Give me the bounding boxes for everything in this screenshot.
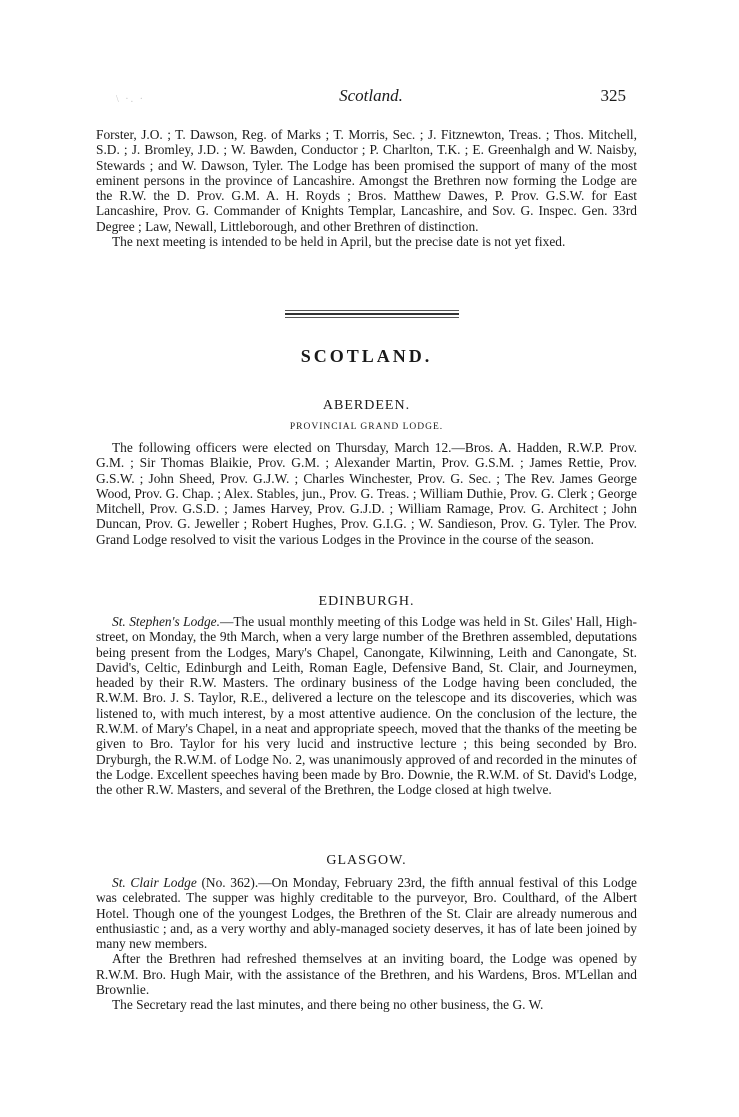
section-divider [285,310,459,318]
glasgow-lodge-name: St. Clair Lodge [112,875,197,890]
aberdeen-subheading: PROVINCIAL GRAND LODGE. [289,422,444,432]
edinburgh-block [96,614,637,798]
edinburgh-paragraph-text: —The usual monthly meeting of this Lodge was held in St. Giles' Hall, High-street, on Monday, the 9th March, when a very large number of the Brethren assembled, deputations being present from the Lodges, Mary's Chapel, Canongate, Kilwinning, Leith and Canongate, St. David's, Celtic, Edinburgh and Leith, Roman Eagle, Defensive Band, St. Clair, and Journeymen, headed by their R.W. Masters. The ordinary business of the Lodge having been concluded, the R.W.M. Bro. J. S. Taylor, R.E., delivered a lecture on the telescope and its discoveries, which was listened to, with much interest, by a most attentive audience. On the conclusion of the lecture, the R.W.M. of Mary's Chapel, in a neat and appropriate speech, moved that the thanks of the meeting be given to Bro. Taylor for his very lucid and instructive lecture ; this being seconded by Bro. Dryburgh, the R.W.M. of Lodge No. 2, was unanimously approved of and recorded in the minutes of the Lodge. Excellent speeches having been made by Bro. Downie, the R.W.M. of St. David's Lodge, the other R.W. Masters, and several of the Brethren, the Lodge closed at high twelve. [96,614,637,798]
edinburgh-heading: EDINBURGH. [318,594,415,609]
edinburgh-lodge-name: St. Stephen's Lodge. [112,614,220,629]
section-title: SCOTLAND. [300,346,433,366]
glasgow-paragraph-minutes: The Secretary read the last minutes, and there being no other business, the G. W. [112,997,544,1013]
intro-block [96,127,637,249]
glasgow-heading: GLASGOW. [326,853,407,868]
running-title: Scotland. [339,86,403,105]
aberdeen-block [96,440,637,547]
aberdeen-heading: ABERDEEN. [322,398,411,413]
glasgow-paragraph-refreshment: After the Brethren had refreshed themselves at an inviting board, the Lodge was opened by R.W.M. Bro. Hugh Mair, with the assistance of the Brethren, and his Wardens, Bros. M'Lellan and Brownlie. [96,951,637,998]
glasgow-paragraph-text: (No. 362).—On Monday, February 23rd, the fifth annual festival of this Lodge was celebrated. The supper was highly creditable to the purveyor, Bro. Coulthard, of the Albert Hotel. Though one of the youngest Lodges, the Brethren of the St. Clair are already numerous and enthusiastic ; and, as a very worthy and ably-managed society deserves, it has of late been joined by many new members. [96,875,637,952]
aberdeen-paragraph: The following officers were elected on Thursday, March 12.—Bros. A. Hadden, R.W.P. Prov. G.M. ; Sir Thomas Blaikie, Prov. G.M. ; Alexander Martin, Prov. G.S.M. ; James Rettie, Prov. G.S.W. ; John Sheed, Prov. G.J.W. ; Charles Winchester, Prov. G. Sec. ; The Rev. James George Wood, Prov. G. Chap. ; Alex. Stables, jun., Prov. G. Treas. ; William Duthie, Prov. G. Clerk ; George Mitchell, Prov. G.S.D. ; James Harvey, Prov. G.J.D. ; William Ramage, Prov. G. Architect ; John Duncan, Prov. G. Jeweller ; Robert Hughes, Prov. G.I.G. ; W. Sandieson, Prov. G. Tyler. The Prov. Grand Lodge resolved to visit the various Lodges in the Province in the course of the season. [96,440,637,547]
page-number: 325 [600,86,626,105]
glasgow-block [96,875,637,1013]
running-header [110,86,632,110]
edinburgh-paragraph [96,614,637,798]
intro-paragraph: Forster, J.O. ; T. Dawson, Reg. of Marks ; T. Morris, Sec. ; J. Fitznewton, Treas. ; Thos. Mitchell, S.D. ; J. Bromley, J.D. ; W. Bawden, Conductor ; P. Charlton, T.K. ; E. Greenhalgh and W. Naisby, Stewards ; and W. Dawson, Tyler. The Lodge has been promised the support of many of the most eminent persons in the province of Lancashire. Amongst the Brethren now forming the Lodge are the R.W. the D. Prov. G.M. A. H. Royds ; Bros. Matthew Dawes, P. Prov. G.S.W. for East Lancashire, Prov. G. Commander of Knights Templar, Lancashire, and Sov. G. Inspec. Gen. 33rd Degree ; Law, Newall, Littleborough, and other Brethren of distinction. [96,127,637,234]
intro-paragraph-next-meeting: The next meeting is intended to be held in April, but the precise date is not yet fixed. [112,234,566,250]
margin-marks: \ ·. · [116,94,145,105]
glasgow-paragraph [96,875,637,951]
